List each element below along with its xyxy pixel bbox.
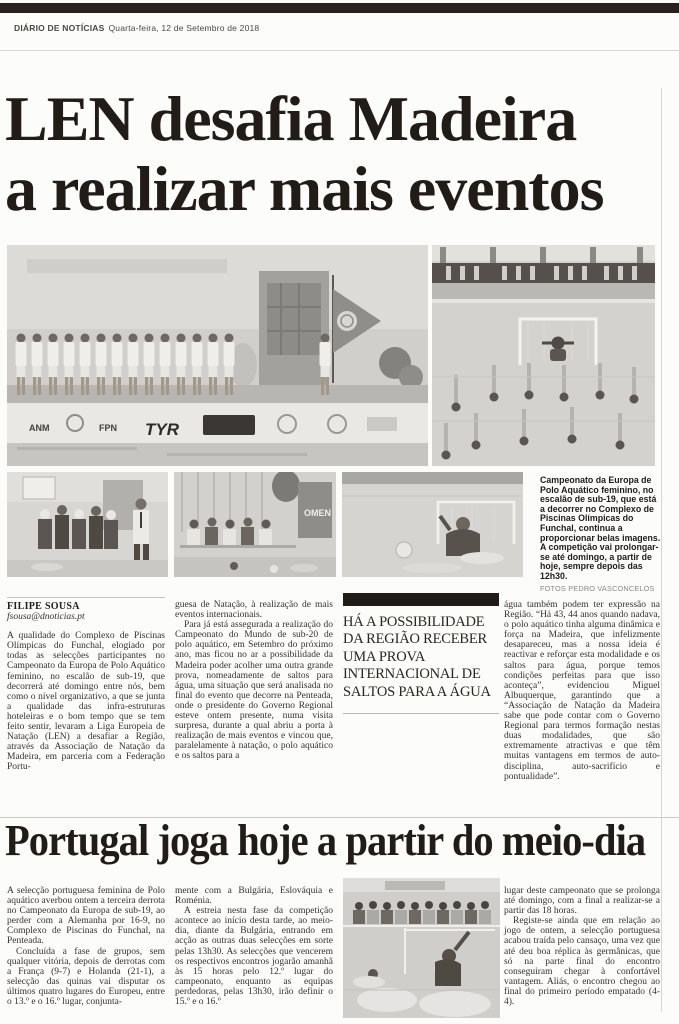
photo-credit: FOTOS PEDRO VASCONCELOS (540, 583, 655, 593)
article2-column-2 (175, 886, 333, 1007)
byline-rule (7, 597, 165, 598)
article2-column-1 (7, 886, 165, 1007)
pull-quote-text: HÁ A POSSIBILIDADE DA REGIÃO RECEBER UMA PROVA INTERNACIONAL DE SALTOS PARA A ÁGUA (343, 614, 491, 700)
newspaper-brand: DIÁRIO DE NOTÍCIAS (14, 23, 105, 33)
photo-team-bench (174, 472, 336, 577)
article2-paragraph: Registe-se ainda que em relação ao jogo de ontem, a selecção portuguesa acabou traída pelo cansaço, uma vez que até deu boa réplica às germânicas, que só na parte final do encontro conseguiram chegar à confortável vantagem. Aliás, o encontro chegou ao final do primeiro período empatado (4-4). (504, 916, 660, 1008)
article1-column-4 (504, 600, 660, 782)
article2-paragraph: A selecção portuguesa feminina de Polo aquático averbou ontem a terceira derrota no Campeonato da Europa de sub-19, ao perder com a Alemanha por 16-9, no Complexo de Piscinas do Funchal, na Penteada. (7, 886, 165, 947)
article1-paragraph: água também podem ter expressão na Região. “Há 43, 44 anos quando nadava, o polo aquático tinha alguma dinâmica e força na Madeira, que infelizmente desapareceu, mas a nossa ideia é reactivar e reforçar esta modalidade e os saltos para água, porque temos condições perfeitas para que isso aconteça”, evidenciou Miguel Albuquerque, garantindo que a “Associação de Natação da Madeira sabe que pode contar com o Governo Regional para termos formação nestas duas modalidades, que são extremamente atractivas e que têm muitas vantagens em termos de auto-disciplina, auto-sacrifício e pontualidade”. (504, 600, 660, 782)
article2-paragraph: lugar deste campeonato que se prolonga até domingo, com a final a realizar-se a partir das 18 horas. (504, 886, 660, 917)
photo-goalkeeper-save (343, 878, 500, 1018)
article1-column-2 (175, 600, 333, 762)
article1-column-1 (7, 597, 165, 773)
byline-author: FILIPE SOUSA (7, 601, 80, 612)
photo-team-huddle (7, 472, 168, 577)
photo-waterpolo-goal (432, 245, 655, 466)
article1-paragraph: guesa de Natação, à realização de mais eventos internacionais. (175, 600, 333, 621)
article2-paragraph: A estreia nesta fase da competição acontece ao início desta tarde, ao meio-dia, diante da Bulgária, entrando em acção as outras duas selecções em sorte pelas 13h30. As selecções que vencerem os respectivos encontros jogarão amanhã às 15 horas pelo 12.º lugar do campeonato, enquanto as equipas perdedoras, pelas 13h30, irão definir o 15.º e o 16.º (175, 906, 333, 1008)
article2-paragraph: mente com a Bulgária, Eslováquia e Roménia. (175, 886, 333, 907)
pull-quote-block (343, 593, 499, 714)
article2-column-4 (504, 886, 660, 1007)
article1-paragraph: Para já está assegurada a realização do Campeonato do Mundo de sub-20 de polo aquático, em Setembro do próximo ano, mas ficou no ar a possibilidade da Madeira poder acolher uma outra grande prova, nomeadamente de saltos para água, uma situação que será analisada no final do evento que decorre na Penteada, onde o presidente do Governo Regional esteve ontem presente, numa visita surpresa, durante a qual abriu a porta à realização de mais eventos e vincou que, paralelamente à natação, o polo aquático e os saltos para a (175, 620, 333, 762)
caption-text: Campeonato da Europa de Polo Aquático feminino, no escalão de sub-19, que está a decorrer no Complexo de Piscinas Olímpicas do Funchal, continua a proporcionar belas imagens. A competição vai prolongar-se até domingo, a partir de hoje, sempre depois das 12h30. (540, 475, 661, 581)
wall-text-omen: OMEN (304, 508, 331, 518)
pull-quote-bar (343, 593, 499, 606)
masthead-rule (0, 50, 679, 51)
sponsor-anm-logo: ANM (29, 423, 50, 433)
article1-paragraph: A qualidade do Complexo de Piscinas Olímpicas do Funchal, elogiado por todas as selecções participantes no Campeonato da Europa de Polo Aquático feminino, no escalão de sub-19, que decorrerá até domingo entre nós, bem como o nível organizativo, a que se junta a qualidade das infra-estruturas hoteleiras e o bom tempo que se tem feito sentir, levaram a Liga Europeia de Natação (LEN) a desafiar a Região, através da Associação de Natação da Madeira, em parceria com a Federação Portu- (7, 631, 165, 773)
dateline (14, 23, 259, 33)
article1-headline (5, 84, 604, 224)
article2-headline: Portugal joga hoje a partir do meio-dia (5, 816, 646, 865)
article2-paragraph: Concluída a fase de grupos, sem qualquer vitória, depois de derrotas com a França (9-7) e Holanda (21-1), a selecção das quinas vai disputar os últimos quatro lugares do Europeu, entre o 13.º e o 16.º lugar, conjunta- (7, 946, 165, 1008)
sponsor-fpn-logo: FPN (99, 423, 117, 433)
headline-line1: LEN desafia Madeira (5, 83, 577, 154)
photo-team-lineup (7, 245, 428, 466)
photo-caption (540, 476, 662, 593)
issue-date: Quarta-feira, 12 de Setembro de 2018 (108, 23, 260, 33)
headline-line2: a realizar mais eventos (5, 153, 604, 224)
photo-player-goal (342, 472, 523, 577)
top-black-bar (0, 3, 679, 13)
pull-quote-rule (343, 713, 499, 714)
byline-email: fsousa@dnoticias.pt (7, 612, 85, 623)
sponsor-tyr-logo: TYR (145, 420, 179, 439)
